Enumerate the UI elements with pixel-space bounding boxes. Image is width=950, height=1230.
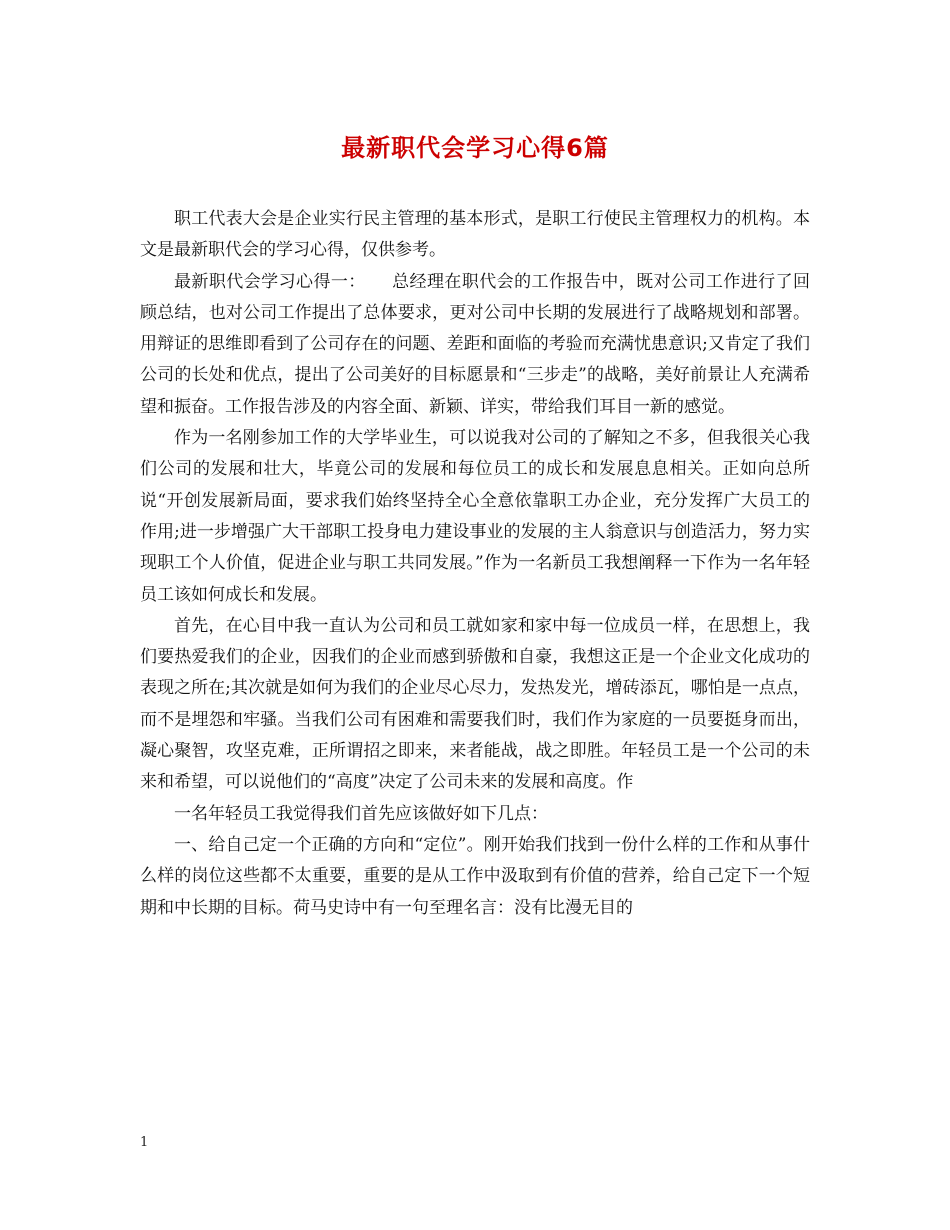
paragraph-first-reflection: 最新职代会学习心得一： 总经理在职代会的工作报告中，既对公司工作进行了回顾总结，也对公司工作提出了总体要求，更对公司中长期的发展进行了战略规划和部署。用辩证的思维即看到了公司存在的问题、差距和面临的考验而充满忧患意识;又肯定了我们公司的长处和优点，提出了公司美好的目标愿景和“三步走”的战略，美好前景让人充满希望和振奋。工作报告涉及的内容全面、新颖、详实，带给我们耳目一新的感觉。: [140, 271, 810, 417]
document-body: [140, 204, 810, 924]
paragraph-new-graduate: 作为一名刚参加工作的大学毕业生，可以说我对公司的了解知之不多，但我很关心我们公司的发展和壮大，毕竟公司的发展和每位员工的成长和发展息息相关。正如向总所说“开创发展新局面，要求我们始终坚持全心全意依靠职工办企业，充分发挥广大员工的作用;进一步增强广大干部职工投身电力建设事业的发展的主人翁意识与创造活力，努力实现职工个人价值，促进企业与职工共同发展。”作为一名新员工我想阐释一下作为一名年轻员工该如何成长和发展。: [140, 428, 810, 605]
paragraph-point-one: 一、给自己定一个正确的方向和“定位”。刚开始我们找到一份什么样的工作和从事什么样的岗位这些都不太重要，重要的是从工作中汲取到有价值的营养，给自己定下一个短期和中长期的目标。荷马史诗中有一句至理名言：没有比漫无目的: [140, 834, 810, 918]
document-title: 最新职代会学习心得6篇: [341, 134, 609, 162]
paragraph-points-intro: 一名年轻员工我觉得我们首先应该做好如下几点：: [174, 803, 548, 824]
paragraph-company-family: 首先，在心目中我一直认为公司和员工就如家和家中每一位成员一样，在思想上，我们要热爱我们的企业，因我们的企业而感到骄傲和自豪，我想这正是一个企业文化成功的表现之所在;其次就是如何为我们的企业尽心尽力，发热发光，增砖添瓦，哪怕是一点点，而不是埋怨和牢骚。当我们公司有困难和需要我们时，我们作为家庭的一员要挺身而出，凝心聚智，攻坚克难，正所谓招之即来，来者能战，战之即胜。年轻员工是一个公司的未来和希望，可以说他们的“高度”决定了公司未来的发展和高度。作: [140, 615, 810, 793]
page-number: 1: [140, 1135, 149, 1150]
paragraph-intro: 职工代表大会是企业实行民主管理的基本形式，是职工行使民主管理权力的机构。本文是最新职代会的学习心得，仅供参考。: [140, 209, 810, 261]
